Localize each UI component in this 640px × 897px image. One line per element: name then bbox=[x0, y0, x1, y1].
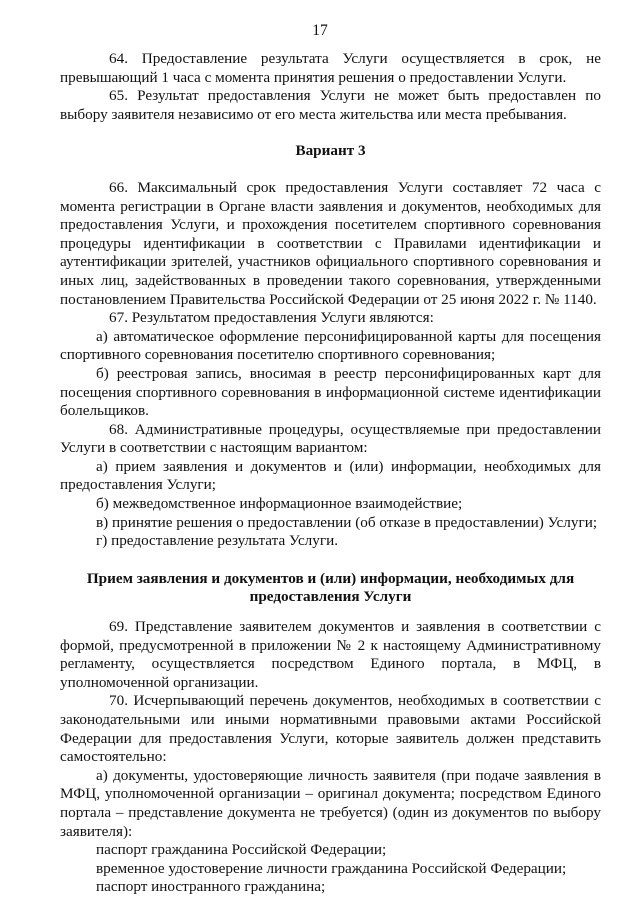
paragraph-70-a: а) документы, удостоверяющие личность заявителя (при подаче заявления в МФЦ, уполномоченной организации – оригинал документа; посредством Единого портала – представление документа не требуется) (один из документов по выбору заявителя): bbox=[60, 766, 601, 840]
paragraph-68-g: г) предоставление результата Услуги. bbox=[96, 532, 339, 550]
paragraph-69: 69. Представление заявителем документов и заявления в соответствии с формой, предусмотренной в приложении № 2 к настоящему Административному регламенту, осуществляется посредством Единого портала, в МФЦ, в уполномоченной организации. bbox=[60, 618, 601, 691]
paragraph-68-v: в) принятие решения о предоставлении (об отказе в предоставлении) Услуги; bbox=[96, 513, 598, 531]
paragraph-64: 64. Предоставление результата Услуги осуществляется в срок, не превышающий 1 часа с момента принятия решения о предоставлении Услуги. bbox=[60, 50, 601, 86]
paragraph-68-a: а) прием заявления и документов и (или) информации, необходимых для предоставления Услуги; bbox=[60, 457, 601, 494]
paragraph-67: 67. Результатом предоставления Услуги являются: bbox=[109, 309, 434, 327]
page-number: 17 bbox=[312, 22, 328, 39]
paragraph-68-b: б) межведомственное информационное взаимодействие; bbox=[96, 495, 463, 513]
document-item: временное удостоверение личности гражданина Российской Федерации; bbox=[96, 859, 567, 877]
paragraph-65: 65. Результат предоставления Услуги не может быть предоставлен по выбору заявителя независимо от его места жительства или места пребывания. bbox=[60, 87, 601, 123]
variant-heading: Вариант 3 bbox=[295, 142, 366, 160]
document-body bbox=[60, 50, 601, 897]
paragraph-67-b: б) реестровая запись, вносимая в реестр персонифицированных карт для посещения спортивного соревнования в информационной системе идентификации болельщиков. bbox=[60, 364, 601, 420]
document-item: паспорт гражданина Российской Федерации; bbox=[96, 841, 387, 859]
paragraph-70: 70. Исчерпывающий перечень документов, необходимых в соответствии с законодательными или иными нормативными правовыми актами Российской Федерации для предоставления Услуги, которые заявитель должен представить самостоятельно: bbox=[60, 692, 601, 766]
section-heading: Прием заявления и документов и (или) информации, необходимых для предоставления Услуги bbox=[86, 569, 575, 606]
paragraph-67-a: а) автоматическое оформление персонифицированной карты для посещения спортивного соревнования посетителю спортивного соревнования; bbox=[60, 327, 601, 364]
document-item: паспорт иностранного гражданина; bbox=[96, 878, 326, 896]
paragraph-68: 68. Административные процедуры, осуществляемые при предоставлении Услуги в соответствии с настоящим вариантом: bbox=[60, 420, 601, 457]
paragraph-66: 66. Максимальный срок предоставления Услуги составляет 72 часа с момента регистрации в Органе власти заявления и документов, необходимых для предоставления Услуги, и прохождения посетителем спортивного соревнования процедуры идентификации в соответствии с Правилами идентификации и аутентификации зрителей, участников официального спортивного соревнования и иных лиц, задействованных в проведении такого соревнования, утвержденными постановлением Правительства Российской Федерации от 25 июня 2022 г. № 1140. bbox=[60, 178, 601, 308]
